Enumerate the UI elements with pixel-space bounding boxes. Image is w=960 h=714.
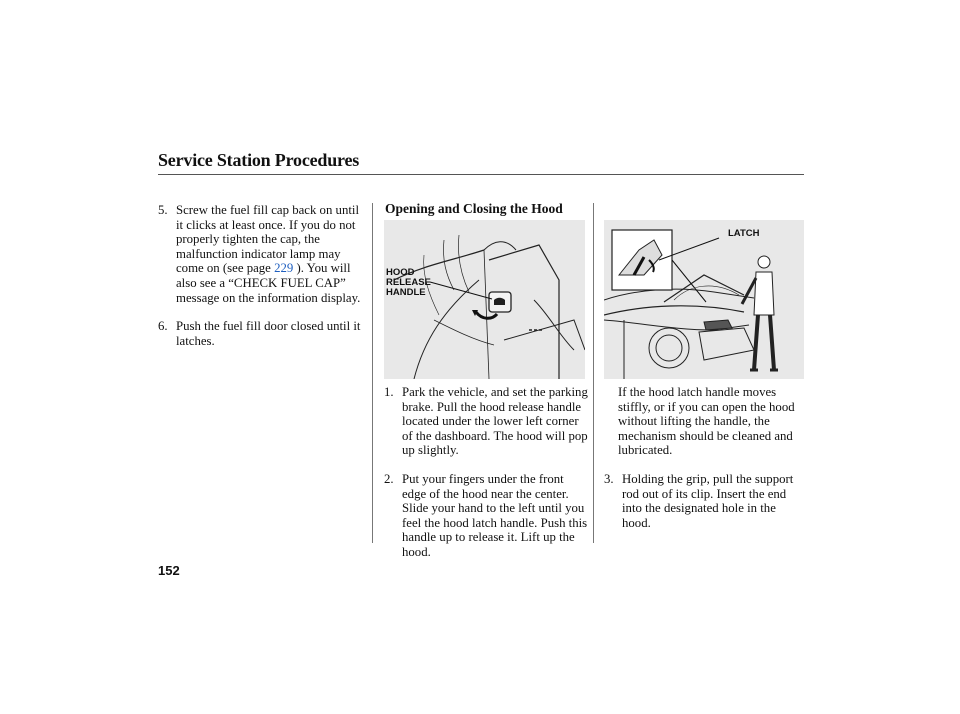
callout-line: RELEASE — [386, 277, 431, 288]
hood-release-handle-callout — [386, 268, 431, 298]
column-divider-left — [372, 203, 373, 543]
callout-line: HOOD — [386, 267, 415, 278]
step-5 — [158, 203, 364, 305]
right-column-text — [604, 385, 804, 530]
column-divider-right — [593, 203, 594, 543]
step-text: Screw the fuel fill cap back on until it clicks at least once. If you do not properly tighten the cap, the malfunction indicator lamp may come on (see page — [176, 203, 360, 276]
step-2 — [384, 472, 588, 560]
step-text-continued: ). You will also see a “CHECK FUEL CAP” message on the information display. — [176, 261, 361, 305]
latch-note: If the hood latch handle moves stiffly, or if you can open the hood without lifting the handle, the mechanism should be cleaned and lubricated. — [618, 385, 795, 458]
step-text: Holding the grip, pull the support rod out of its clip. Insert the end into the designated hole in the hood. — [622, 471, 794, 530]
section-title: Opening and Closing the Hood — [385, 201, 563, 216]
page-title: Service Station Procedures — [158, 150, 360, 170]
page-reference-link[interactable]: 229 — [274, 261, 294, 276]
step-text: Put your fingers under the front edge of the hood near the center. Slide your hand to the left until you feel the hood latch handle. Push this handle up to release it. Lift up the hood. — [402, 471, 588, 559]
hood-release-figure — [384, 220, 585, 379]
step-number: 6. — [158, 319, 168, 334]
hood-latch-figure — [604, 220, 804, 379]
middle-column-steps — [384, 385, 588, 560]
step-text: Push the fuel fill door closed until it latches. — [176, 319, 361, 348]
step-6 — [158, 319, 364, 348]
left-column — [158, 203, 364, 348]
page-number: 152 — [158, 563, 180, 578]
car-hood-illustration — [604, 220, 804, 379]
step-text: Park the vehicle, and set the parking brake. Pull the hood release handle located under the lower left corner of the dashboard. The hood will pop up slightly. — [402, 385, 588, 458]
step-number: 3. — [604, 471, 614, 486]
step-3 — [604, 472, 804, 530]
step-1 — [384, 385, 588, 458]
step-number: 1. — [384, 385, 394, 399]
callout-line: HANDLE — [386, 287, 426, 298]
header-divider — [158, 174, 804, 175]
step-number: 5. — [158, 203, 168, 217]
latch-callout: LATCH — [728, 228, 760, 239]
step-number: 2. — [384, 471, 394, 486]
dashboard-illustration — [384, 220, 585, 379]
